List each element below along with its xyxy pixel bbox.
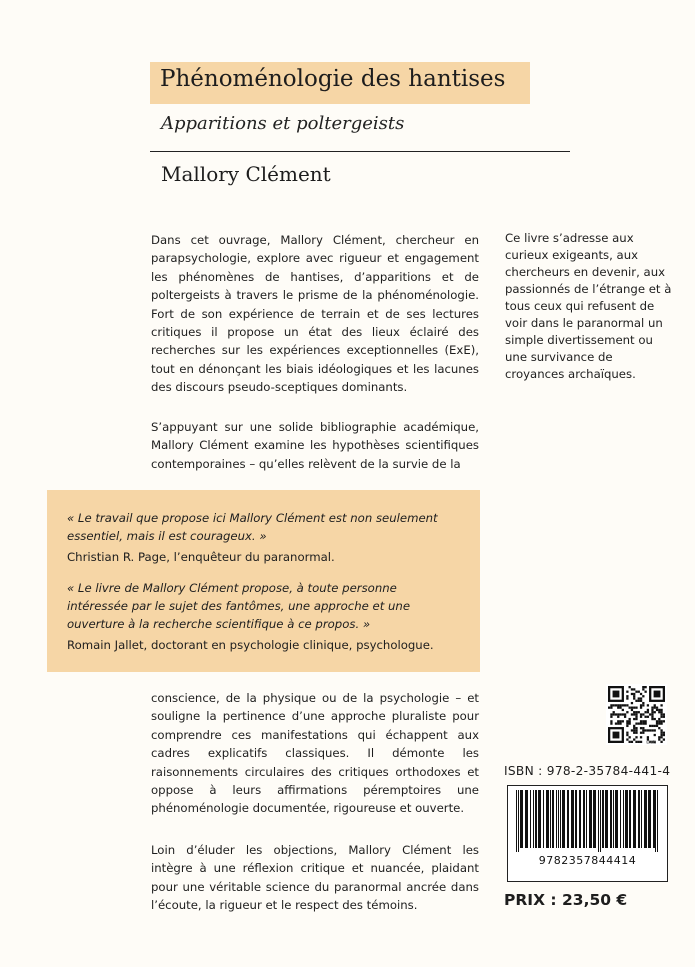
qr-code-graphic	[608, 686, 665, 743]
price-label: PRIX : 23,50 €	[504, 891, 628, 909]
quote-1-source: Christian R. Page, l’enquêteur du paranormal.	[67, 550, 335, 564]
quote-2-text: « Le livre de Mallory Clément propose, à toute personne intéressée par le sujet des fantômes, une approche et une ouverture à la recherche scientifique à ce propos. »	[67, 581, 411, 631]
audience-text: Ce livre s’adresse aux curieux exigeants, aux chercheurs en devenir, aux passionnés de l’étrange et à tous ceux qui refusent de voir dans le paranormal un simple divertissement ou une survivance de croyances archaïques.	[505, 231, 672, 381]
quote-panel	[47, 490, 480, 672]
body-paragraph-1: Dans cet ouvrage, Mallory Clément, chercheur en parapsychologie, explore avec rigueur et engagement les phénomènes de hantises, d’apparitions et de poltergeists à travers le prisme de la phénoménologie. Fort de son expérience de terrain et de ses lectures critiques il propose un état des lieux éclairé des recherches sur les expériences exceptionnelles (ExE), tout en dénonçant les biais idéologiques et les lacunes des discours pseudo-sceptiques dominants.	[151, 233, 479, 395]
book-subtitle: Apparitions et poltergeists	[161, 113, 405, 134]
barcode-number: 9782357844414	[538, 854, 637, 867]
qr-label: web	[646, 740, 657, 746]
barcode-bars	[512, 790, 663, 852]
body-paragraph-4: Loin d’éluder les objections, Mallory Clément les intègre à une réflexion critique et nuancée, plaidant pour une véritable science du paranormal ancrée dans l’écoute, la rigueur et le respect des témoins.	[151, 843, 479, 913]
barcode	[507, 785, 668, 882]
quote-2-source: Romain Jallet, doctorant en psychologie clinique, psychologue.	[67, 638, 434, 652]
isbn-line: ISBN : 978-2-35784-441-4	[504, 764, 671, 778]
body-paragraph-3: conscience, de la physique ou de la psychologie – et souligne la pertinence d’une approche pluraliste pour comprendre ces manifestations qui échappent aux cadres explicatifs classiques. Il démonte les raisonnements circulaires des critiques orthodoxes et oppose à leurs affirmations péremptoires une phénoménologie documentée, rigoureuse et ouverte.	[151, 691, 479, 816]
title-divider	[150, 151, 570, 152]
book-title: Phénoménologie des hantises	[160, 66, 506, 92]
body-paragraph-2: S’appuyant sur une solide bibliographie académique, Mallory Clément examine les hypothèses scientifiques contemporaines – qu’elles relèvent de la survie de la	[151, 420, 479, 471]
qr-code[interactable]	[606, 684, 667, 745]
quote-1-text: « Le travail que propose ici Mallory Clément est non seulement essentiel, mais il est courageux. »	[67, 511, 438, 543]
author-name: Mallory Clément	[161, 162, 331, 186]
